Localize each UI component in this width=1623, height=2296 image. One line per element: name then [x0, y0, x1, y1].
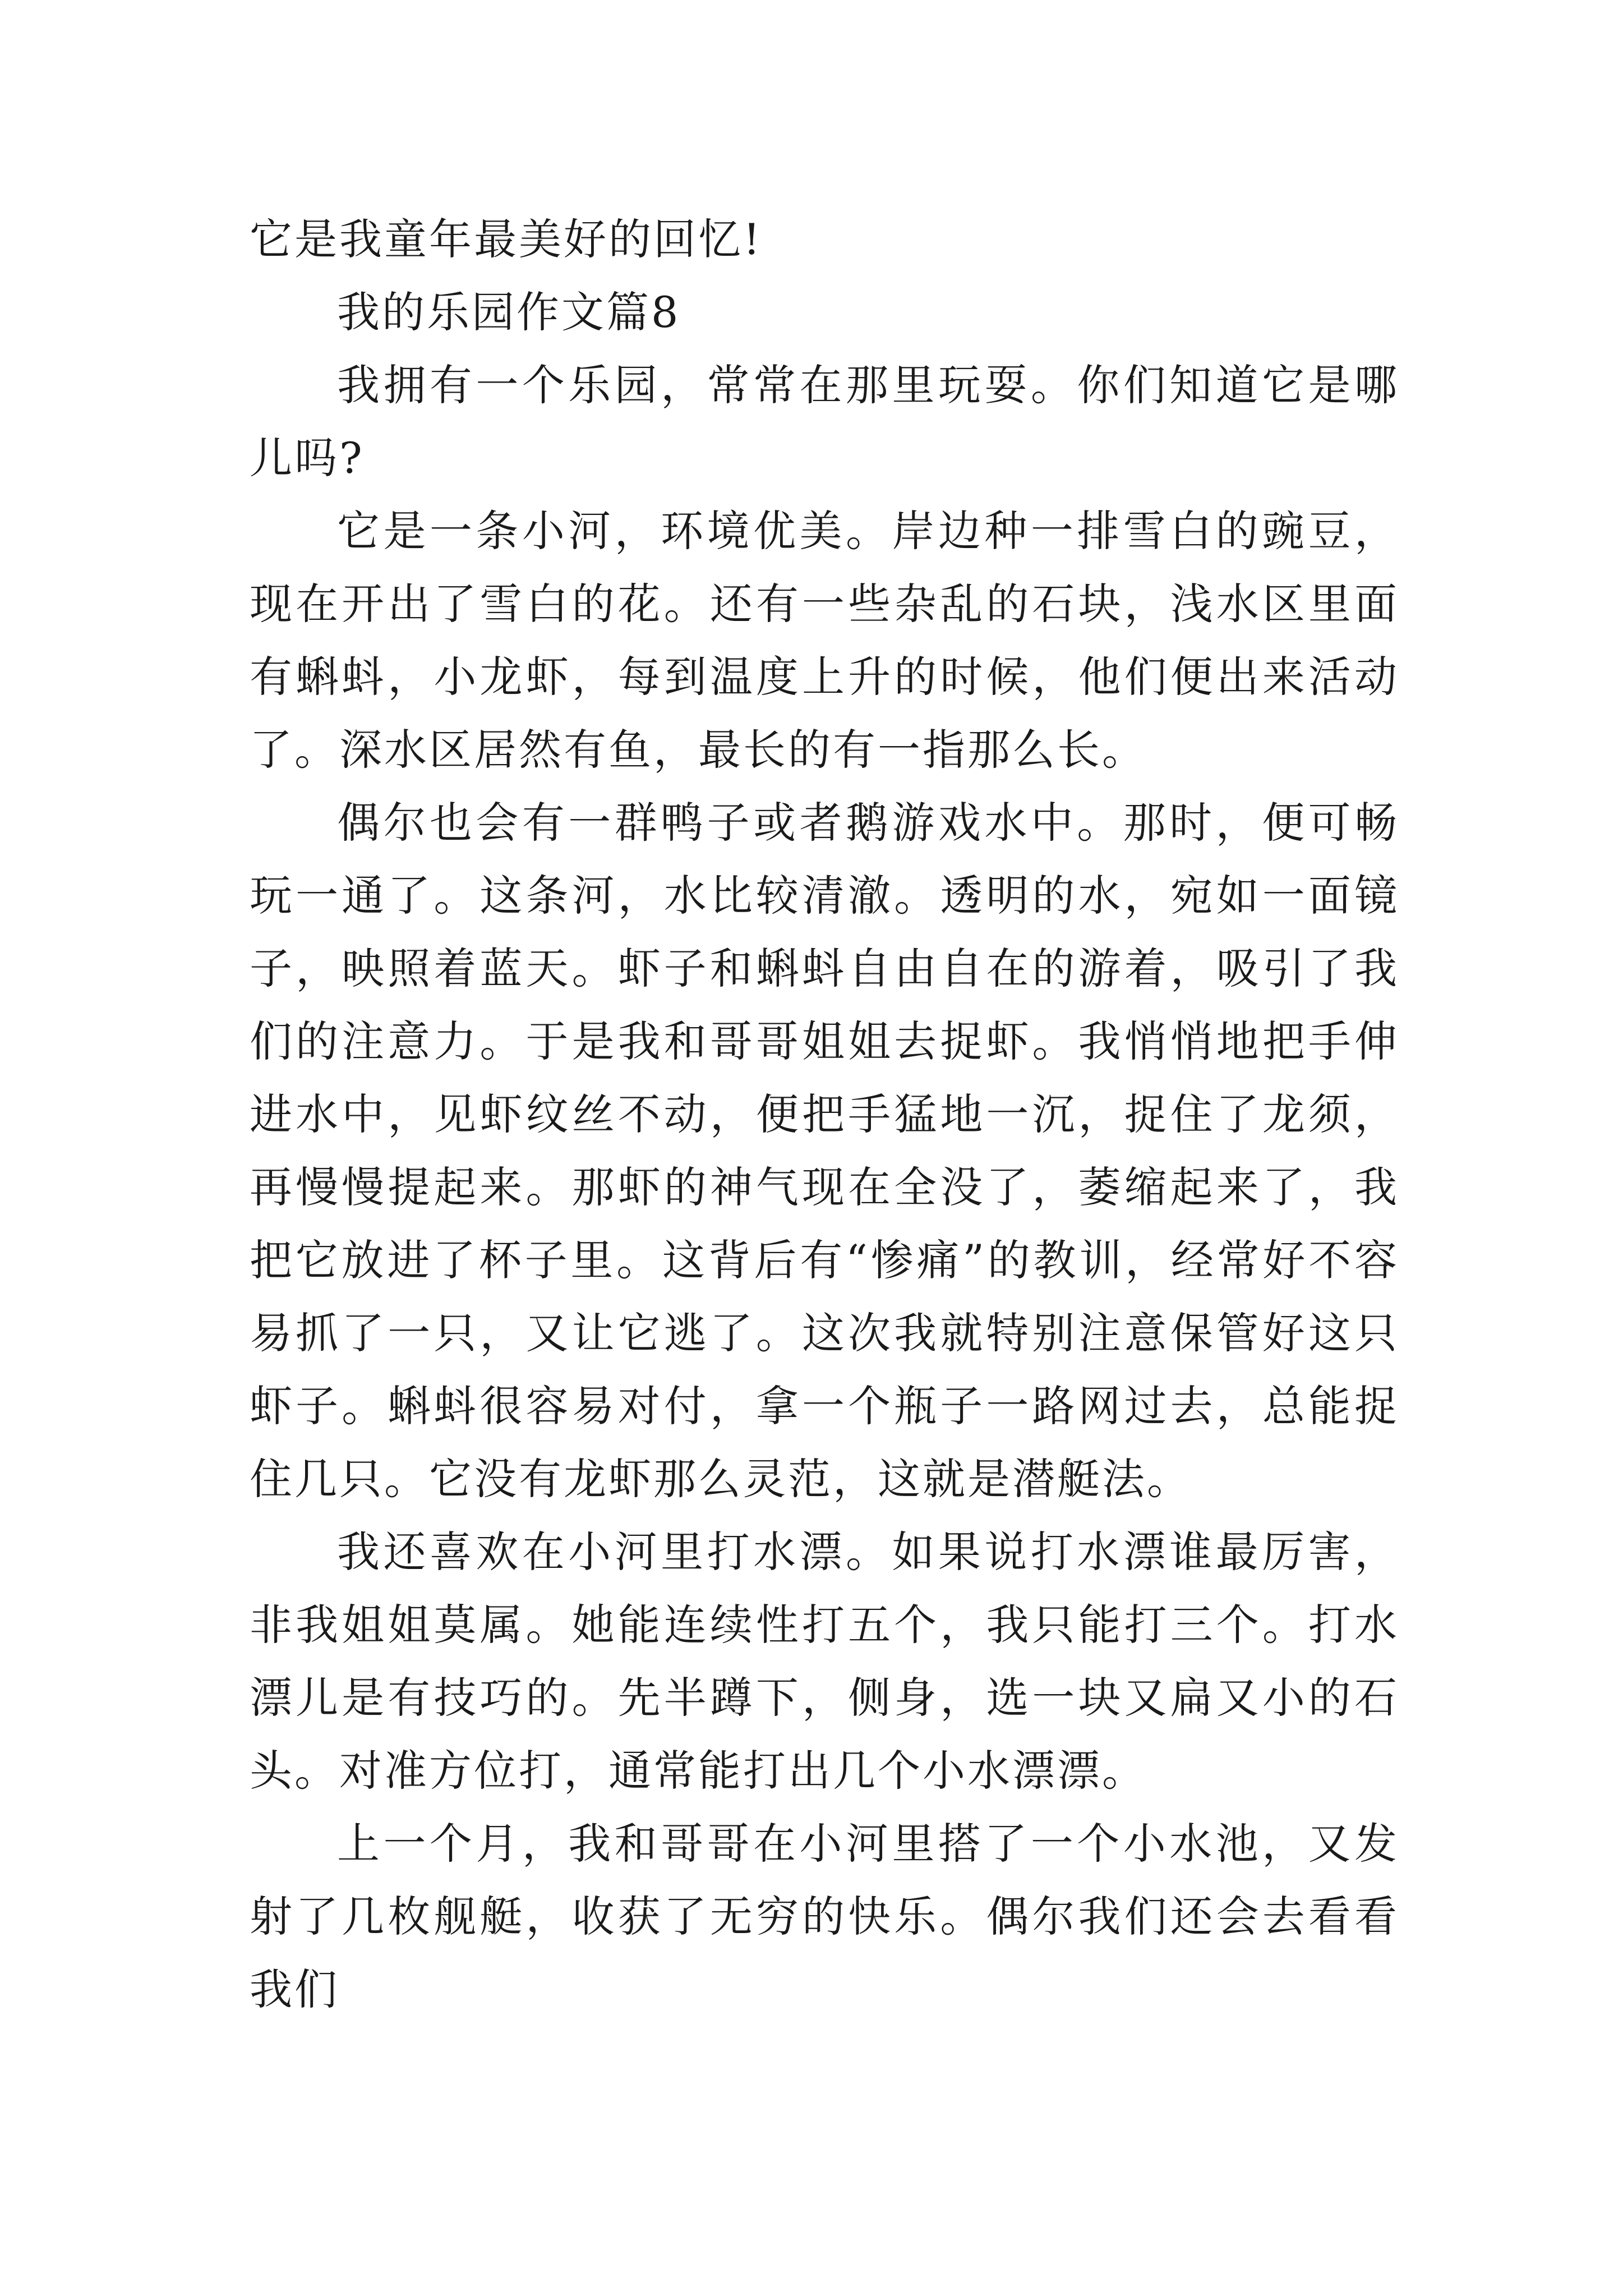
paragraph-skipping-stones: 我还喜欢在小河里打水漂。如果说打水漂谁最厉害，非我姐姐莫属。她能连续性打五个，我只能打三个。打水漂儿是有技巧的。先半蹲下，侧身，选一块又扁又小的石头。对准方位打，通常能打出几个小水漂漂。 [250, 1527, 1399, 1796]
paragraph-closing-line: 它是我童年最美好的回忆! [250, 214, 763, 264]
paragraph-catching-shrimp: 偶尔也会有一群鸭子或者鹅游戏水中。那时，便可畅玩一通了。这条河，水比较清澈。透明的水，宛如一面镜子，映照着蓝天。虾子和蝌蚪自由自在的游着，吸引了我们的注意力。于是我和哥哥姐姐去捉虾。我悄悄地把手伸进水中，见虾纹丝不动，便把手猛地一沉，捉住了龙须，再慢慢提起来。那虾的神气现在全没了，萎缩起来了，我把它放进了杯子里。这背后有“惨痛”的教训，经常好不容易抓了一只，又让它逃了。这次我就特别注意保管好这只虾子。蝌蚪很容易对付，拿一个瓶子一路网过去，总能捉住几只。它没有龙虾那么灵范，这就是潜艇法。 [250, 798, 1399, 1504]
paragraph-river: 它是一条小河，环境优美。岸边种一排雪白的豌豆，现在开出了雪白的花。还有一些杂乱的石块，浅水区里面有蝌蚪，小龙虾，每到温度上升的时候，他们便出来活动了。深水区居然有鱼，最长的有一指那么长。 [250, 506, 1399, 775]
paragraph-pool: 上一个月，我和哥哥在小河里搭了一个小水池，又发射了几枚舰艇，收获了无穷的快乐。偶尔我们还会去看看我们 [250, 1819, 1399, 2014]
body-text [250, 203, 1399, 2026]
paragraph-intro: 我拥有一个乐园，常常在那里玩耍。你们知道它是哪儿吗? [250, 360, 1399, 483]
essay-heading: 我的乐园作文篇8 [337, 287, 681, 337]
